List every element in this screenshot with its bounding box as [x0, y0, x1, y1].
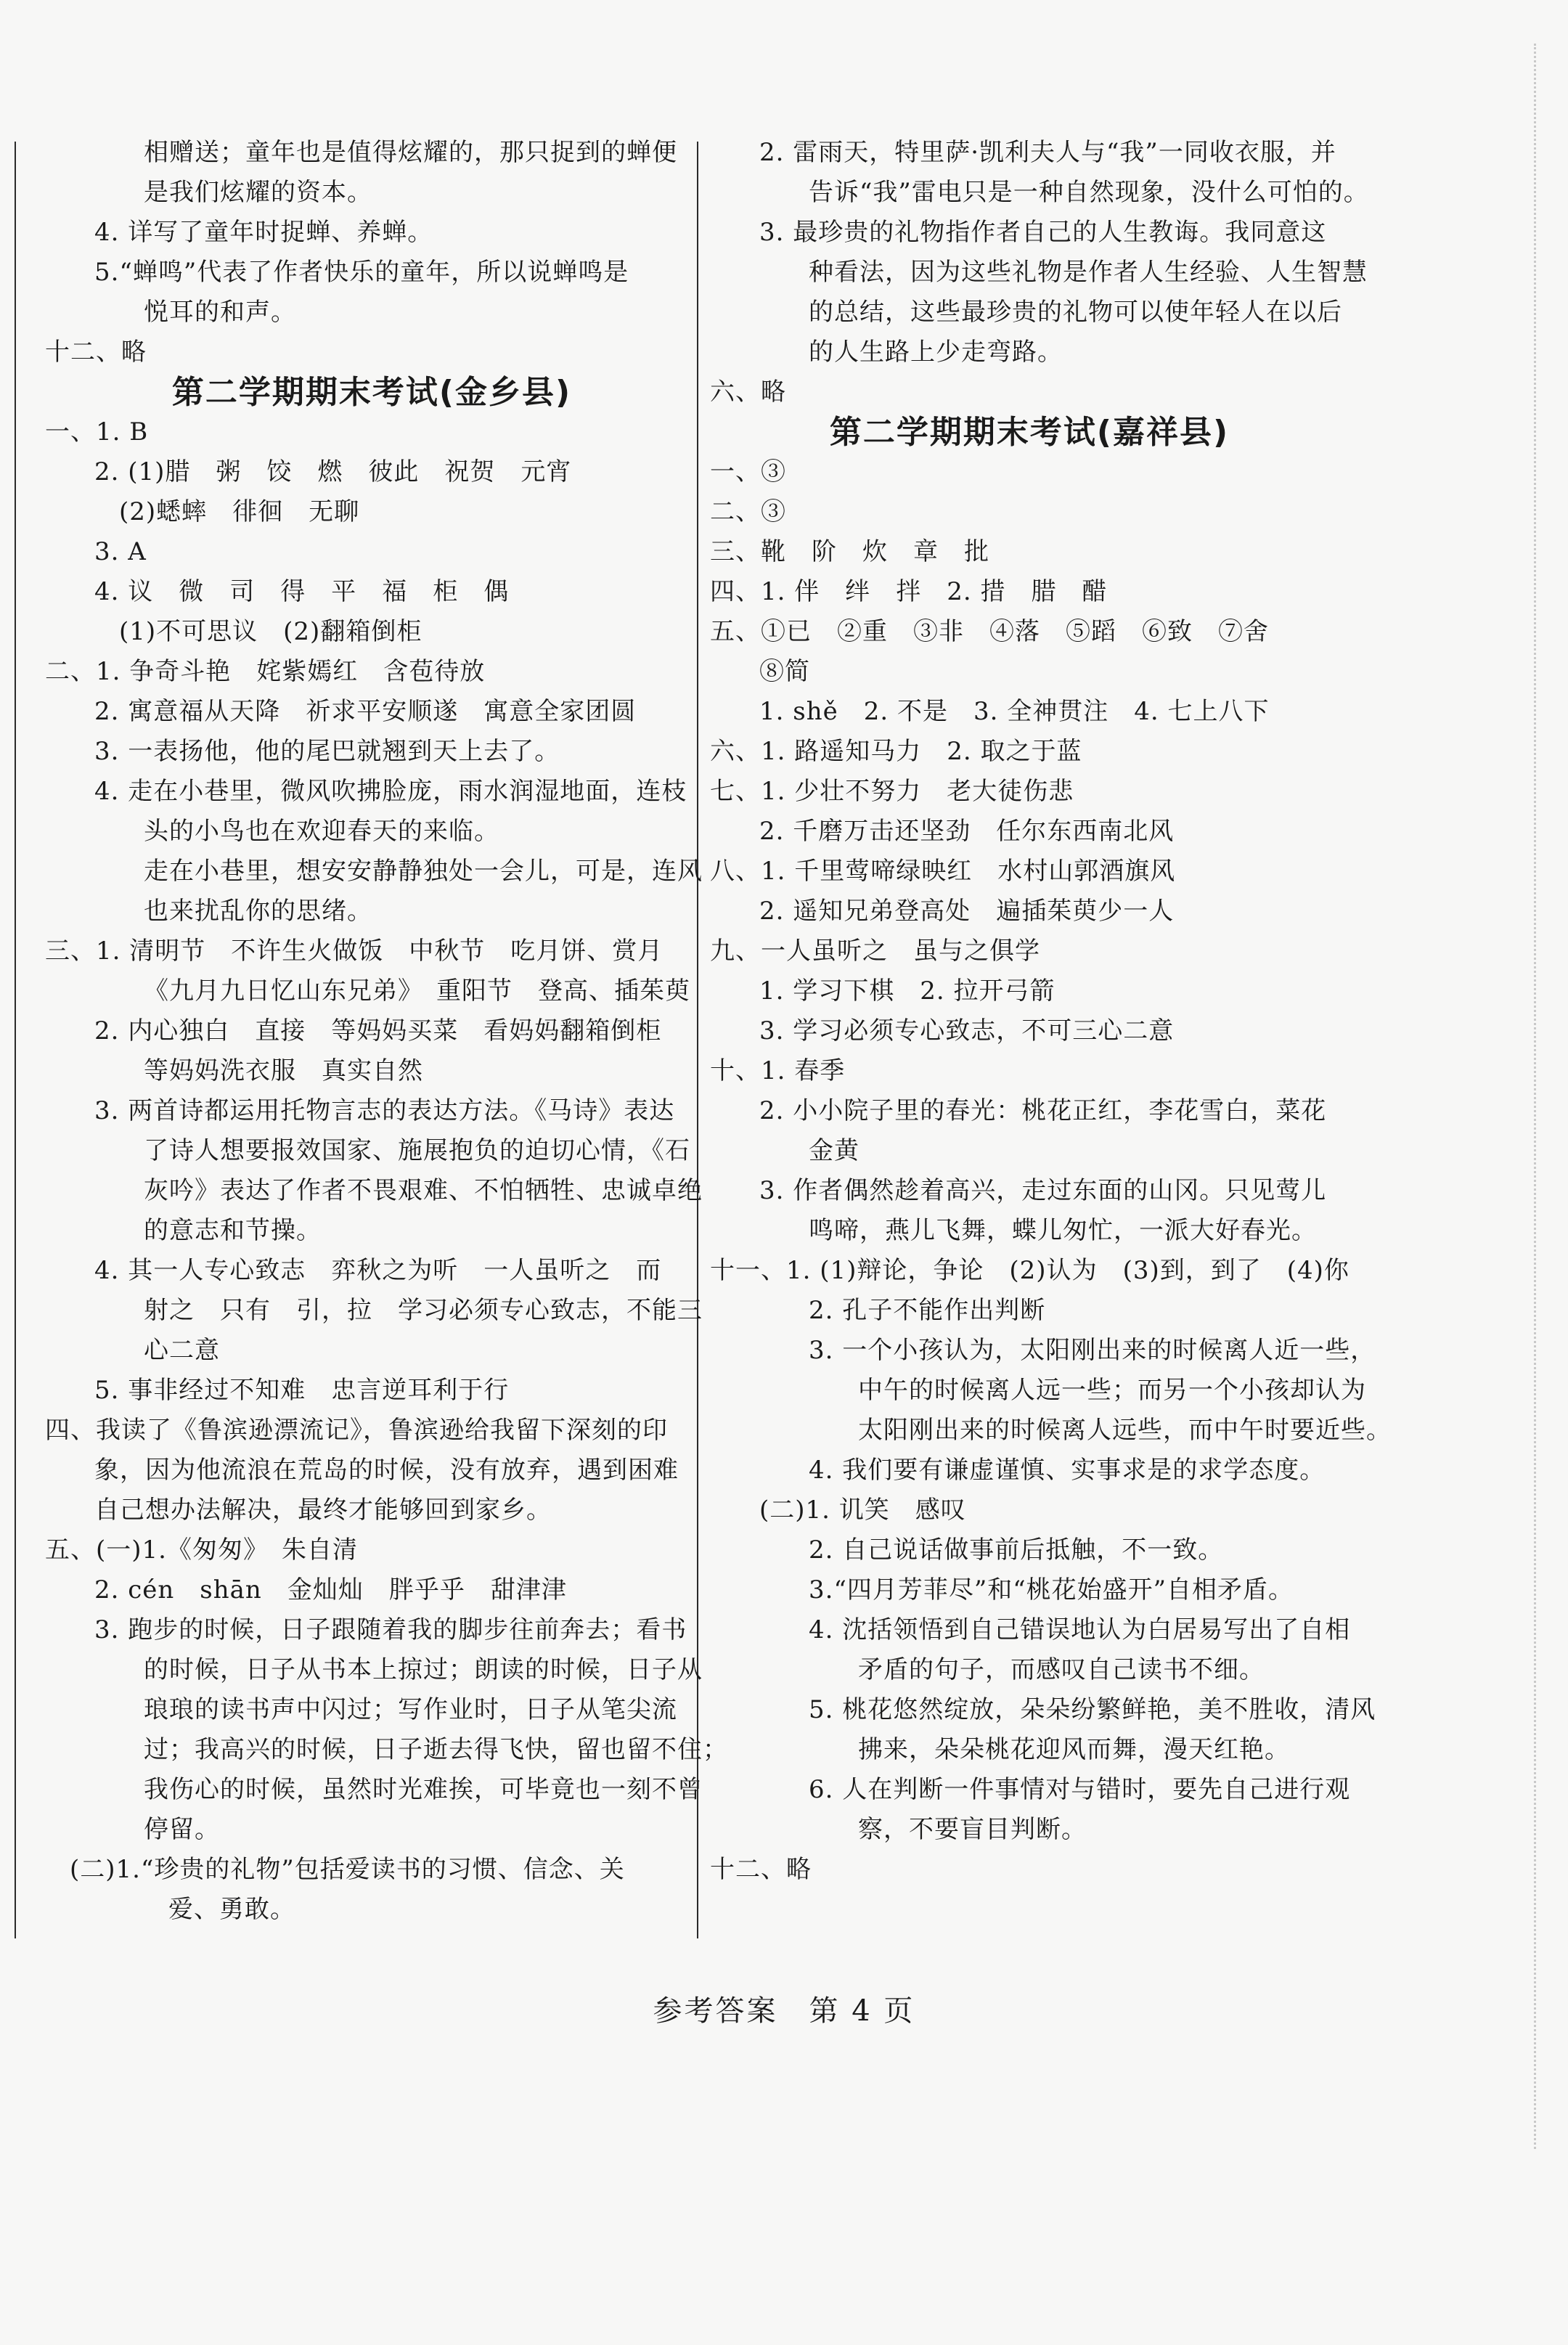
answer-line: 五、(一)1.《匆匆》 朱自清 [45, 1536, 358, 1565]
answer-line: 2. 雷雨天，特里萨·凯利夫人与“我”一同收衣服，并 [759, 138, 1336, 167]
answer-line: 的意志和节操。 [144, 1216, 322, 1245]
answer-line: 《九月九日忆山东兄弟》 重阳节 登高、插茱萸 [144, 976, 690, 1006]
answer-line: 爱、勇敢。 [168, 1895, 295, 1924]
answer-line: 走在小巷里，想安安静静独处一会儿，可是，连风 [144, 857, 703, 886]
answer-line: 3. 一表扬他，他的尾巴就翘到天上去了。 [94, 737, 560, 766]
answer-line: 2. 遥知兄弟登高处 遍插茱萸少一人 [759, 897, 1175, 926]
answer-line: 5. 事非经过不知难 忠言逆耳利于行 [94, 1376, 510, 1405]
scan-edge-dots [1534, 44, 1539, 2149]
answer-line: 太阳刚出来的时候离人远些，而中午时要近些。 [858, 1416, 1392, 1445]
answer-line: 2. 内心独白 直接 等妈妈买菜 看妈妈翻箱倒柜 [94, 1016, 662, 1045]
answer-line: 3. 一个小孩认为，太阳刚出来的时候离人近一些， [809, 1336, 1376, 1365]
answer-line: 十二、略 [710, 1855, 812, 1884]
answer-line: 4. 议 微 司 得 平 福 柜 偶 [94, 577, 510, 606]
answer-line: 1. 学习下棋 2. 拉开弓箭 [759, 976, 1055, 1006]
answer-line: 2. 孔子不能作出判断 [809, 1296, 1046, 1325]
answer-line: 金黄 [809, 1136, 859, 1165]
answer-line: (2)蟋蟀 徘徊 无聊 [119, 497, 360, 526]
answer-line: 琅琅的读书声中闪过；写作业时，日子从笔尖流 [144, 1695, 677, 1724]
answer-line: 四、我读了《鲁滨逊漂流记》，鲁滨逊给我留下深刻的印 [45, 1416, 668, 1445]
answer-line: 4. 详写了童年时捉蝉、养蝉。 [94, 218, 433, 247]
answer-line: 3. 两首诗都运用托物言志的表达方法。《马诗》表达 [94, 1096, 675, 1125]
answer-line: 二、1. 争奇斗艳 姹紫嫣红 含苞待放 [45, 657, 486, 686]
answer-line: 4. 走在小巷里，微风吹拂脸庞，雨水润湿地面，连枝 [94, 777, 687, 806]
right-column [710, 133, 1392, 1890]
answer-line: 的总结，这些最珍贵的礼物可以使年轻人在以后 [809, 298, 1342, 327]
answer-line: 3. 最珍贵的礼物指作者自己的人生教诲。我同意这 [759, 218, 1327, 247]
answer-line: 的人生路上少走弯路。 [809, 338, 1063, 367]
answer-line: (1)不可思议 (2)翻箱倒柜 [119, 617, 422, 646]
answer-line: 二、③ [710, 497, 786, 526]
answer-line: 察，不要盲目判断。 [858, 1815, 1087, 1844]
answer-line: 灰吟》表达了作者不畏艰难、不怕牺牲、忠诚卓绝 [144, 1176, 703, 1205]
answer-line: 悦耳的和声。 [144, 298, 296, 327]
answer-line: 射之 只有 引，拉 学习必须专心致志，不能三 [144, 1296, 703, 1325]
answer-line: 2. 小小院子里的春光：桃花正红，李花雪白，菜花 [759, 1096, 1327, 1125]
answer-line: 五、①已 ②重 ③非 ④落 ⑤蹈 ⑥致 ⑦舍 [710, 617, 1269, 646]
answer-line: 七、1. 少壮不努力 老大徒伤悲 [710, 777, 1074, 806]
answer-line: 三、1. 清明节 不许生火做饭 中秋节 吃月饼、赏月 [45, 937, 663, 966]
answer-line: 3. A [94, 537, 147, 566]
answer-line: 等妈妈洗衣服 真实自然 [144, 1056, 423, 1085]
answer-line: 拂来，朵朵桃花迎风而舞，漫天红艳。 [858, 1735, 1290, 1764]
page-footer: 参考答案 第 4 页 [653, 1994, 915, 2028]
answer-line: 三、靴 阶 炊 章 批 [710, 537, 989, 566]
answer-line: 4. 其一人专心致志 弈秋之为听 一人虽听之 而 [94, 1256, 662, 1285]
answer-line: 相赠送；童年也是值得炫耀的，那只捉到的蝉便 [144, 138, 677, 167]
left-column [45, 133, 728, 1930]
answer-line: 的时候，日子从书本上掠过；朗读的时候，日子从 [144, 1655, 703, 1684]
answer-line: 九、一人虽听之 虽与之俱学 [710, 937, 1040, 966]
answer-line: 心二意 [144, 1336, 220, 1365]
answer-line: 我伤心的时候，虽然时光难挨，可毕竟也一刻不曾 [144, 1775, 703, 1804]
answer-line: 2. 自己说话做事前后抵触，不一致。 [809, 1536, 1224, 1565]
answer-line: 2. (1)腊 粥 饺 燃 彼此 祝贺 元宵 [94, 457, 572, 486]
answer-line: 十一、1. (1)辩论，争论 (2)认为 (3)到，到了 (4)你 [710, 1256, 1349, 1285]
answer-line: 2. 千磨万击还坚劲 任尔东西南北风 [759, 817, 1175, 846]
answer-line: ⑧简 [759, 657, 810, 686]
answer-line: 中午的时候离人远一些；而另一个小孩却认为 [858, 1376, 1366, 1405]
answer-line: 过；我高兴的时候，日子逝去得飞快，留也留不住； [144, 1735, 728, 1764]
answer-line: 八、1. 千里莺啼绿映红 水村山郭酒旗风 [710, 857, 1176, 886]
answer-line: 停留。 [144, 1815, 220, 1844]
answer-line: 5. 桃花悠然绽放，朵朵纷繁鲜艳，美不胜收，清风 [809, 1695, 1376, 1724]
answer-line: 6. 人在判断一件事情对与错时，要先自己进行观 [809, 1775, 1351, 1804]
answer-line: 2. cén shān 金灿灿 胖乎乎 甜津津 [94, 1575, 567, 1604]
section-title: 第二学期期末考试(金乡县) [171, 374, 572, 411]
answer-line: 是我们炫耀的资本。 [144, 178, 372, 207]
answer-line: 六、略 [710, 378, 786, 407]
answer-line: (二)1.“珍贵的礼物”包括爱读书的习惯、信念、关 [70, 1855, 625, 1884]
answer-line: 2. 寓意福从天降 祈求平安顺遂 寓意全家团圆 [94, 697, 637, 726]
answer-line: 一、1. B [45, 417, 149, 446]
answer-line: 3. 学习必须专心致志，不可三心二意 [759, 1016, 1175, 1045]
answer-line: 六、1. 路遥知马力 2. 取之于蓝 [710, 737, 1082, 766]
answer-line: 矛盾的句子，而感叹自己读书不细。 [858, 1655, 1265, 1684]
answer-line: 也来扰乱你的思绪。 [144, 897, 372, 926]
answer-line: 1. shě 2. 不是 3. 全神贯注 4. 七上八下 [759, 697, 1270, 726]
answer-line: 3.“四月芳菲尽”和“桃花始盛开”自相矛盾。 [809, 1575, 1294, 1604]
answer-line: 十、1. 春季 [710, 1056, 846, 1085]
answer-line: 自己想办法解决，最终才能够回到家乡。 [94, 1496, 552, 1525]
answer-line: 3. 作者偶然趁着高兴，走过东面的山冈。只见莺儿 [759, 1176, 1327, 1205]
answer-line: 象，因为他流浪在荒岛的时候，没有放弃，遇到困难 [94, 1456, 679, 1485]
answer-line: 一、③ [710, 457, 786, 486]
answer-line: 告诉“我”雷电只是一种自然现象，没什么可怕的。 [809, 178, 1369, 207]
left-margin-rule [15, 142, 16, 1938]
answer-line: 3. 跑步的时候，日子跟随着我的脚步往前奔去；看书 [94, 1615, 687, 1644]
answer-line: 鸣啼，燕儿飞舞，蝶儿匆忙，一派大好春光。 [809, 1216, 1317, 1245]
answer-line: 四、1. 伴 绊 拌 2. 措 腊 醋 [710, 577, 1108, 606]
answer-line: 种看法，因为这些礼物是作者人生经验、人生智慧 [809, 258, 1368, 287]
section-title: 第二学期期末考试(嘉祥县) [829, 414, 1230, 451]
answer-line: 十二、略 [45, 338, 147, 367]
answer-line: 了诗人想要报效国家、施展抱负的迫切心情，《石 [144, 1136, 690, 1165]
answer-line: 头的小鸟也在欢迎春天的来临。 [144, 817, 499, 846]
answer-line: (二)1. 讥笑 感叹 [759, 1496, 966, 1525]
answer-line: 4. 我们要有谦虚谨慎、实事求是的求学态度。 [809, 1456, 1326, 1485]
answer-line: 5.“蝉鸣”代表了作者快乐的童年，所以说蝉鸣是 [94, 258, 629, 287]
answer-line: 4. 沈括领悟到自己错误地认为白居易写出了自相 [809, 1615, 1351, 1644]
